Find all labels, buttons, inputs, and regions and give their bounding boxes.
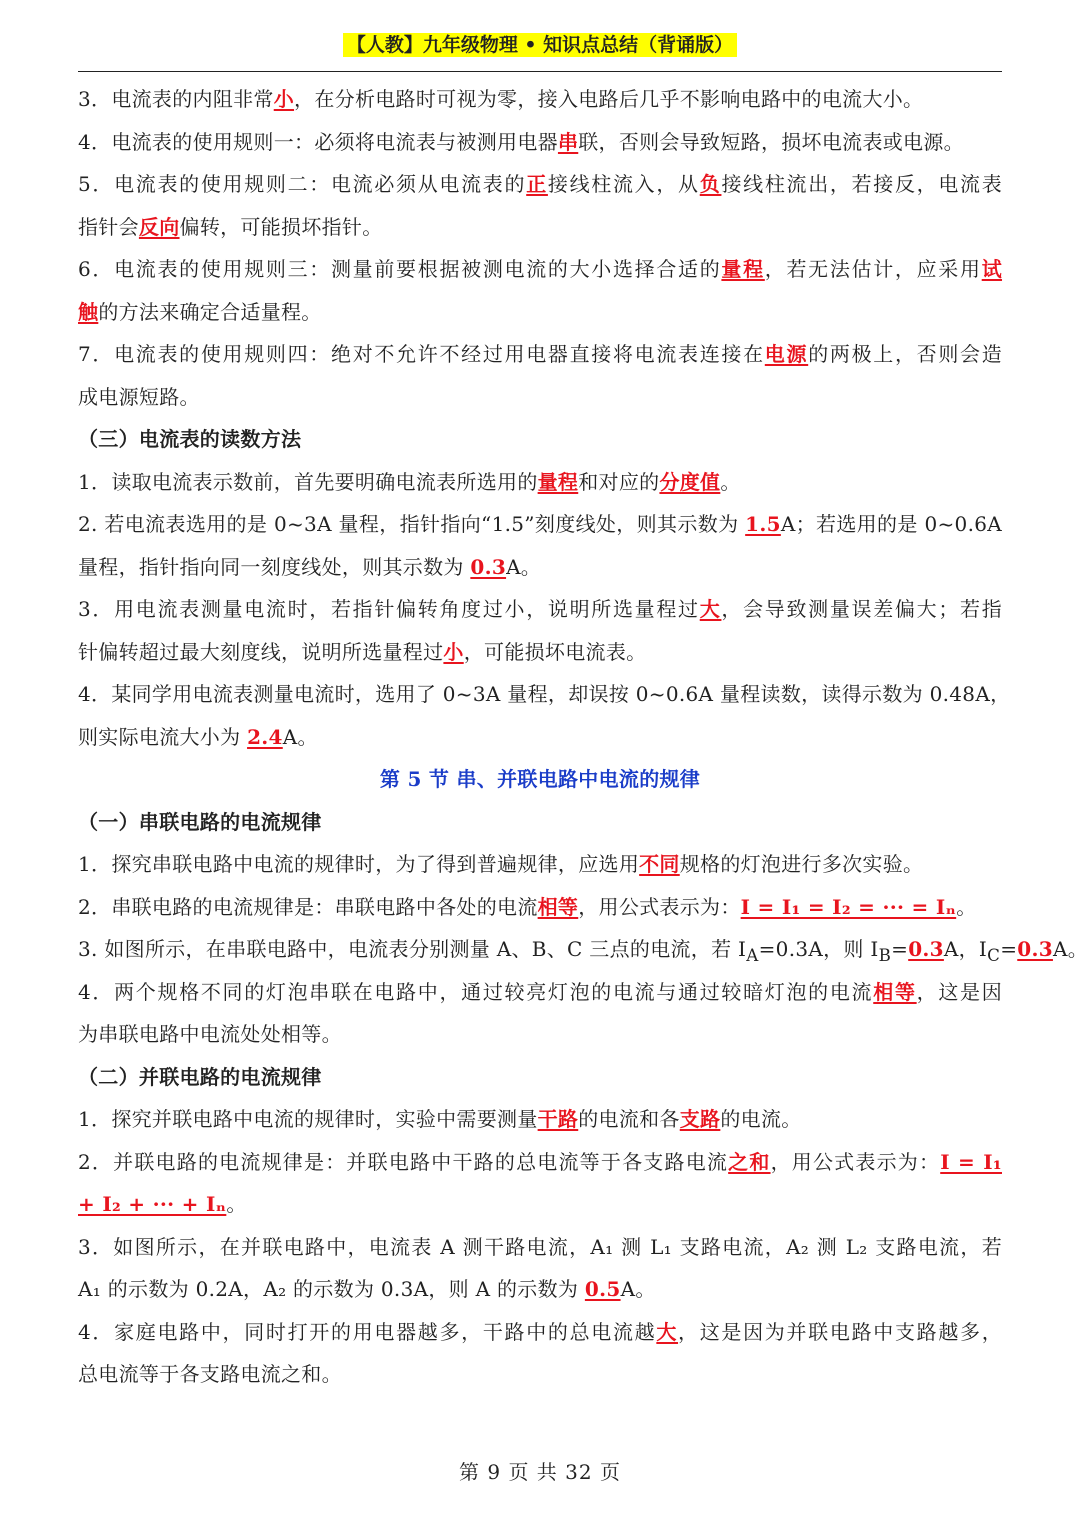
text-segment: 成电源短路。 <box>78 384 200 409</box>
answer-text: 不同 <box>639 852 680 876</box>
text-segment: 的两极上，否则会造 <box>808 342 1003 366</box>
text-segment: ，会导致测量误差偏大；若指 <box>721 597 1002 621</box>
text-segment: ，这是因为并联电路中支路越多， <box>678 1319 1002 1344</box>
text-line <box>78 631 1002 674</box>
answer-text: 触 <box>78 299 99 324</box>
text-line <box>78 333 1002 376</box>
text-line <box>78 673 1011 716</box>
text-segment: 。 <box>720 469 741 494</box>
text-line <box>78 1226 1002 1269</box>
text-segment: ，这是因 <box>916 979 1003 1004</box>
text-segment: 接线柱流出，若接反，电流表 <box>721 172 1003 196</box>
text-segment: A。 <box>620 1277 656 1301</box>
text-segment: 2．串联电路的电流规律是：串联电路中各处的电流 <box>78 894 538 919</box>
text-segment: 规格的灯泡进行多次实验。 <box>679 852 924 876</box>
text-line <box>78 163 1002 206</box>
text-line <box>78 1353 1002 1396</box>
text-segment: 为串联电路中电流处处相等。 <box>78 1022 342 1046</box>
text-segment: A₁ 的示数为 0.2A，A₂ 的示数为 0.3A，则 A 的示数为 <box>78 1277 585 1301</box>
text-line <box>78 1013 1002 1056</box>
text-segment: 3．电流表的内阻非常 <box>78 87 274 111</box>
text-segment: 4．电流表的使用规则一：必须将电流表与被测用电器 <box>78 129 558 154</box>
answer-text: 0.3 <box>1017 937 1053 961</box>
text-segment: 联，否则会导致短路，损坏电流表或电源。 <box>578 129 964 154</box>
text-segment: 1．读取电流表示数前，首先要明确电流表所选用的 <box>78 469 538 494</box>
text-segment: 1．探究串联电路中电流的规律时，为了得到普遍规律，应选用 <box>78 852 640 876</box>
text-line <box>78 376 1002 419</box>
text-segment: A，I <box>943 937 988 961</box>
answer-text: 相等 <box>873 979 917 1004</box>
text-segment: 的电流和各 <box>578 1107 680 1131</box>
answer-text: 2.4 <box>247 724 283 749</box>
text-segment: （三）电流表的读数方法 <box>78 427 302 451</box>
answer-text: 正 <box>526 172 548 196</box>
answer-text: 支路 <box>679 1107 721 1131</box>
subscript-text: A <box>746 946 759 965</box>
text-segment: ，用公式表示为： <box>770 1149 941 1174</box>
answer-text: I = I₁ = I₂ = ··· = Iₙ <box>740 894 957 919</box>
text-segment: ，用公式表示为： <box>578 894 741 919</box>
text-segment: 则实际电流大小为 <box>78 724 248 749</box>
text-segment: = <box>1000 937 1018 961</box>
text-segment: 3．如图所示，在并联电路中，电流表 A 测干路电流，A₁ 测 L₁ 支路电流，A₂ 测 L₂ 支路电流，若 <box>78 1234 1002 1259</box>
answer-text: 0.5 <box>584 1277 621 1301</box>
text-line <box>78 1268 1002 1311</box>
answer-text: 串 <box>557 129 579 154</box>
text-segment: A。 <box>1052 937 1088 961</box>
text-segment: 量程，指针指向同一刻度线处，则其示数为 <box>78 554 471 579</box>
text-segment: 7．电流表的使用规则四：绝对不允许不经过用电器直接将电流表连接在 <box>78 342 765 366</box>
text-segment: 总电流等于各支路电流之和。 <box>78 1362 342 1386</box>
answer-text: I = I₁ <box>940 1149 1002 1174</box>
text-line <box>78 121 1002 164</box>
text-line <box>78 971 1002 1014</box>
text-line <box>78 1311 1002 1354</box>
text-segment: 接线柱流入，从 <box>547 172 700 196</box>
text-segment: 3．用电流表测量电流时，若指针偏转角度过小，说明所选量程过 <box>78 597 700 621</box>
document-body <box>78 78 1088 1396</box>
text-segment: 。 <box>956 894 977 919</box>
text-segment: （二）并联电路的电流规律 <box>78 1064 322 1089</box>
text-segment: = <box>891 937 909 961</box>
text-segment: ，可能损坏电流表。 <box>463 639 647 664</box>
answer-text: 大 <box>656 1319 679 1344</box>
text-segment: 6．电流表的使用规则三：测量前要根据被测电流的大小选择合适的 <box>78 257 722 281</box>
answer-text: + I₂ + ··· + Iₙ <box>78 1192 227 1216</box>
answer-text: 量程 <box>721 257 765 281</box>
text-line <box>78 843 1002 886</box>
text-segment: 1．探究并联电路中电流的规律时，实验中需要测量 <box>78 1107 538 1131</box>
header-title: 【人教】九年级物理 • 知识点总结（背诵版） <box>343 33 737 57</box>
text-line <box>78 461 1002 504</box>
text-segment: 4．两个规格不同的灯泡串联在电路中，通过较亮灯泡的电流与通过较暗灯泡的电流 <box>78 979 874 1004</box>
text-segment: 偏转，可能损坏指针。 <box>179 214 383 239</box>
text-segment: =0.3A，则 I <box>758 937 879 961</box>
text-segment: 5．电流表的使用规则二：电流必须从电流表的 <box>78 172 527 196</box>
text-line <box>78 503 1002 546</box>
section-heading <box>78 1056 1002 1099</box>
answer-text: 反向 <box>138 214 180 239</box>
text-segment: 和对应的 <box>578 469 660 494</box>
text-segment: 。 <box>226 1192 247 1216</box>
answer-text: 之和 <box>728 1149 771 1174</box>
text-line <box>78 716 1002 759</box>
text-line <box>78 248 1002 291</box>
answer-text: 电源 <box>764 342 809 366</box>
answer-text: 相等 <box>537 894 579 919</box>
text-segment: 针偏转超过最大刻度线，说明所选量程过 <box>78 639 444 664</box>
page-header <box>0 30 1080 57</box>
text-segment: 2. 若电流表选用的是 0~3A 量程，指针指向“1.5”刻度线处，则其示数为 <box>78 512 746 536</box>
text-segment: A。 <box>506 554 542 579</box>
answer-text: 小 <box>273 87 295 111</box>
answer-text: 1.5 <box>745 512 781 536</box>
answer-text: 大 <box>699 597 722 621</box>
text-segment: （一）串联电路的电流规律 <box>78 809 322 834</box>
text-line <box>78 928 1088 971</box>
text-segment: 指针会 <box>78 214 139 239</box>
answer-text: 负 <box>699 172 722 196</box>
page-footer: 第 9 页 共 32 页 <box>459 1460 621 1484</box>
header-divider <box>78 71 1002 72</box>
subscript-text: B <box>878 946 892 965</box>
text-segment: 的电流。 <box>720 1107 802 1131</box>
text-line <box>78 291 1002 334</box>
text-line <box>78 1183 1002 1226</box>
text-segment: 4．某同学用电流表测量电流时，选用了 0~3A 量程，却误按 0~0.6A 量程读数，读得示数为 0.48A， <box>78 682 1011 706</box>
answer-text: 分度值 <box>659 469 721 494</box>
text-segment: 4．家庭电路中，同时打开的用电器越多，干路中的总电流越 <box>78 1319 657 1344</box>
text-line <box>78 1141 1002 1184</box>
answer-text: 试 <box>981 257 1003 281</box>
subscript-text: C <box>987 946 1001 965</box>
text-segment: A；若选用的是 0~0.6A <box>780 512 1002 536</box>
section-heading <box>78 418 1002 461</box>
answer-text: 0.3 <box>908 937 944 961</box>
text-line <box>78 206 1002 249</box>
text-segment: ，在分析电路时可视为零，接入电路后几乎不影响电路中的电流大小。 <box>294 87 924 111</box>
text-segment: 第 5 节 串、并联电路中电流的规律 <box>379 767 701 791</box>
answer-text: 干路 <box>537 1107 579 1131</box>
answer-text: 小 <box>443 639 464 664</box>
section-heading <box>78 801 1002 844</box>
text-line <box>78 78 1002 121</box>
text-segment: 的方法来确定合适量程。 <box>98 299 322 324</box>
text-segment: 2．并联电路的电流规律是：并联电路中干路的总电流等于各支路电流 <box>78 1149 729 1174</box>
text-line <box>78 1098 1002 1141</box>
text-segment: A。 <box>282 724 318 749</box>
text-line <box>78 546 1002 589</box>
chapter-heading <box>78 758 1002 801</box>
answer-text: 量程 <box>537 469 579 494</box>
answer-text: 0.3 <box>470 554 507 579</box>
text-line <box>78 588 1002 631</box>
text-segment: ，若无法估计，应采用 <box>764 257 982 281</box>
text-line <box>78 886 1002 929</box>
text-segment: 3. 如图所示，在串联电路中，电流表分别测量 A、B、C 三点的电流，若 I <box>78 937 747 961</box>
